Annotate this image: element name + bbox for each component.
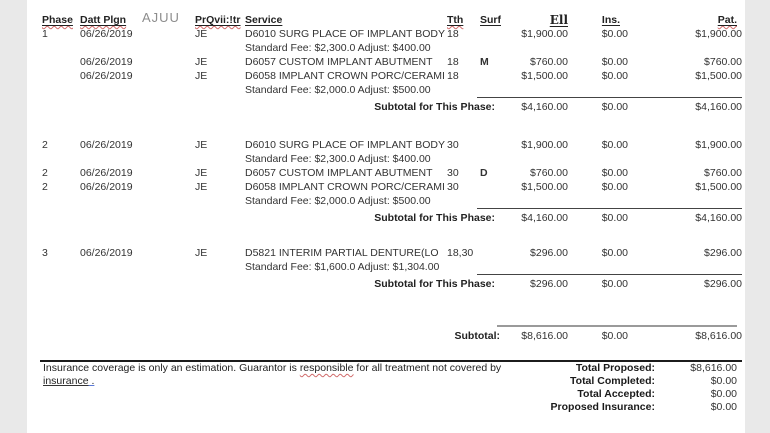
cell-date-planned: 06/26/2019 [80, 181, 133, 193]
cell-phase: 3 [42, 247, 48, 259]
phase-section [40, 246, 742, 291]
cell-date-planned: 06/26/2019 [80, 56, 133, 68]
cell-date-planned: 06/26/2019 [80, 167, 133, 179]
cell-phase [40, 69, 80, 83]
phase-subtotal-fee: $4,160.00 [521, 101, 568, 113]
phase-section [40, 27, 742, 114]
cell-patient: $760.00 [704, 167, 742, 179]
subtotal-rule [477, 208, 742, 209]
cell-service: D6010 SURG PLACE OF IMPLANT BODY [245, 28, 445, 40]
cell-insurance: $0.00 [601, 56, 628, 68]
procedure-row [40, 27, 742, 41]
header-annotation: AJUU [142, 10, 180, 25]
cell-provider: JE [195, 247, 208, 259]
cell-provider: JE [195, 28, 208, 40]
col-header-phase: Phase [42, 14, 73, 26]
phase-subtotal-row [40, 97, 742, 114]
total-accepted-label: Total Accepted: [577, 388, 655, 400]
totals-block [390, 362, 737, 414]
total-proposed-value: $8,616.00 [690, 362, 737, 374]
grand-subtotal-patient: $8,616.00 [695, 330, 742, 342]
cell-service: D5821 INTERIM PARTIAL DENTURE(LO [245, 247, 439, 259]
col-header-service: Service [245, 14, 283, 26]
cell-surface [477, 138, 512, 152]
cell-date-planned: 06/26/2019 [80, 139, 133, 151]
cell-provider: JE [195, 167, 208, 179]
cell-fee: $1,900.00 [521, 28, 568, 40]
phase-subtotal-insurance: $0.00 [601, 101, 628, 113]
procedure-row [40, 180, 742, 194]
cell-phase: 1 [42, 28, 48, 40]
grand-subtotal-row [40, 325, 742, 343]
cell-insurance: $0.00 [601, 70, 628, 82]
cell-tooth: 30 [447, 181, 459, 193]
cell-date-planned: 06/26/2019 [80, 247, 133, 259]
cell-insurance: $0.00 [601, 139, 628, 151]
misspelled-word: responsible [299, 362, 354, 374]
cell-date-planned: 06/26/2019 [80, 70, 133, 82]
grand-subtotal-insurance: $0.00 [601, 330, 628, 342]
col-header-provider: PrQvii:!tr [195, 14, 241, 26]
cell-service: D6010 SURG PLACE OF IMPLANT BODY [245, 139, 445, 151]
phase-subtotal-fee: $4,160.00 [521, 212, 568, 224]
procedure-row [40, 55, 742, 69]
total-accepted-row [390, 388, 737, 401]
standard-fee-text: Standard Fee: $2,300.0 Adjust: $400.00 [245, 153, 431, 165]
cell-surface [477, 180, 512, 194]
cell-insurance: $0.00 [601, 181, 628, 193]
col-header-insurance: Ins. [601, 14, 620, 26]
cell-provider: JE [195, 181, 208, 193]
cell-service: D6058 IMPLANT CROWN PORC/CERAMI [245, 70, 445, 82]
cell-fee: $760.00 [530, 56, 568, 68]
insurance-link[interactable]: insurance [43, 375, 89, 387]
standard-fee-text: Standard Fee: $2,000.0 Adjust: $500.00 [245, 195, 431, 207]
cell-fee: $296.00 [530, 247, 568, 259]
standard-fee-text: Standard Fee: $1,600.0 Adjust: $1,304.00 [245, 261, 440, 273]
phase-subtotal-row [40, 208, 742, 225]
grand-subtotal-fee: $8,616.00 [521, 330, 568, 342]
standard-fee-note [40, 260, 742, 274]
standard-fee-text: Standard Fee: $2,300.0 Adjust: $400.00 [245, 42, 431, 54]
cell-date-planned: 06/26/2019 [80, 28, 133, 40]
cell-surface [477, 69, 512, 83]
procedure-row [40, 246, 742, 260]
disclaimer-text: Insurance coverage is only an estimation. Guarantor is [43, 362, 300, 374]
table-header-row [40, 10, 742, 27]
col-header-date: Datt Plgn [80, 14, 127, 26]
proposed-insurance-value: $0.00 [710, 401, 737, 413]
cell-patient: $1,900.00 [695, 139, 742, 151]
cell-insurance: $0.00 [601, 167, 628, 179]
cell-provider: JE [195, 70, 208, 82]
col-header-fee: Ell [549, 13, 568, 27]
insurance-link-tail: . [88, 375, 95, 387]
total-completed-value: $0.00 [710, 375, 737, 387]
standard-fee-note [40, 83, 742, 97]
col-header-surface: Surf [480, 14, 501, 26]
phase-subtotal-fee: $296.00 [530, 278, 568, 290]
disclaimer-text-tail: for all treatment not covered by [353, 362, 502, 374]
cell-service: D6058 IMPLANT CROWN PORC/CERAMI [245, 181, 445, 193]
subtotal-rule [477, 97, 742, 98]
grand-subtotal-rule [497, 325, 737, 327]
grand-subtotal-label: Subtotal: [454, 330, 500, 342]
cell-tooth: 18 [447, 28, 459, 40]
total-completed-label: Total Completed: [570, 375, 655, 387]
plan-sections [40, 27, 742, 291]
cell-patient: $1,900.00 [695, 28, 742, 40]
standard-fee-note [40, 41, 742, 55]
cell-insurance: $0.00 [601, 28, 628, 40]
phase-subtotal-insurance: $0.00 [601, 212, 628, 224]
cell-phase [40, 55, 80, 69]
cell-surface: M [480, 56, 489, 68]
cell-patient: $760.00 [704, 56, 742, 68]
phase-subtotal-label: Subtotal for This Phase: [374, 101, 495, 113]
cell-patient: $1,500.00 [695, 70, 742, 82]
phase-subtotal-patient: $296.00 [704, 278, 742, 290]
cell-tooth: 18,30 [447, 247, 474, 259]
col-header-tooth: Tth [447, 14, 464, 26]
total-completed-row [390, 375, 737, 388]
phase-subtotal-label: Subtotal for This Phase: [374, 212, 495, 224]
cell-fee: $1,900.00 [521, 139, 568, 151]
cell-service: D6057 CUSTOM IMPLANT ABUTMENT [245, 56, 433, 68]
cell-patient: $1,500.00 [695, 181, 742, 193]
cell-phase: 2 [42, 181, 48, 193]
procedure-row [40, 138, 742, 152]
total-proposed-row [390, 362, 737, 375]
phase-subtotal-row [40, 274, 742, 291]
subtotal-rule [477, 274, 742, 275]
cell-tooth: 30 [447, 139, 459, 151]
phase-subtotal-label: Subtotal for This Phase: [374, 278, 495, 290]
standard-fee-note [40, 194, 742, 208]
cell-surface [477, 27, 512, 41]
phase-subtotal-insurance: $0.00 [601, 278, 628, 290]
cell-phase: 2 [42, 139, 48, 151]
total-accepted-value: $0.00 [710, 388, 737, 400]
standard-fee-note [40, 152, 742, 166]
standard-fee-text: Standard Fee: $2,000.0 Adjust: $500.00 [245, 84, 431, 96]
procedure-row [40, 69, 742, 83]
phase-subtotal-patient: $4,160.00 [695, 212, 742, 224]
cell-surface: D [480, 167, 488, 179]
cell-fee: $1,500.00 [521, 181, 568, 193]
cell-tooth: 18 [447, 70, 459, 82]
phase-subtotal-patient: $4,160.00 [695, 101, 742, 113]
cell-fee: $760.00 [530, 167, 568, 179]
total-proposed-label: Total Proposed: [575, 362, 655, 374]
cell-service: D6057 CUSTOM IMPLANT ABUTMENT [245, 167, 433, 179]
cell-patient: $296.00 [704, 247, 742, 259]
cell-tooth: 30 [447, 167, 459, 179]
col-header-patient: Pat. [717, 14, 737, 26]
cell-fee: $1,500.00 [521, 70, 568, 82]
procedure-row [40, 166, 742, 180]
proposed-insurance-label: Proposed Insurance: [550, 401, 655, 413]
cell-phase: 2 [42, 167, 48, 179]
cell-surface [477, 246, 512, 260]
cell-provider: JE [195, 56, 208, 68]
proposed-insurance-row [390, 401, 737, 414]
phase-section [40, 138, 742, 225]
report-page [27, 0, 745, 433]
treatment-plan-table [40, 10, 742, 343]
cell-provider: JE [195, 139, 208, 151]
cell-insurance: $0.00 [601, 247, 628, 259]
cell-tooth: 18 [447, 56, 459, 68]
